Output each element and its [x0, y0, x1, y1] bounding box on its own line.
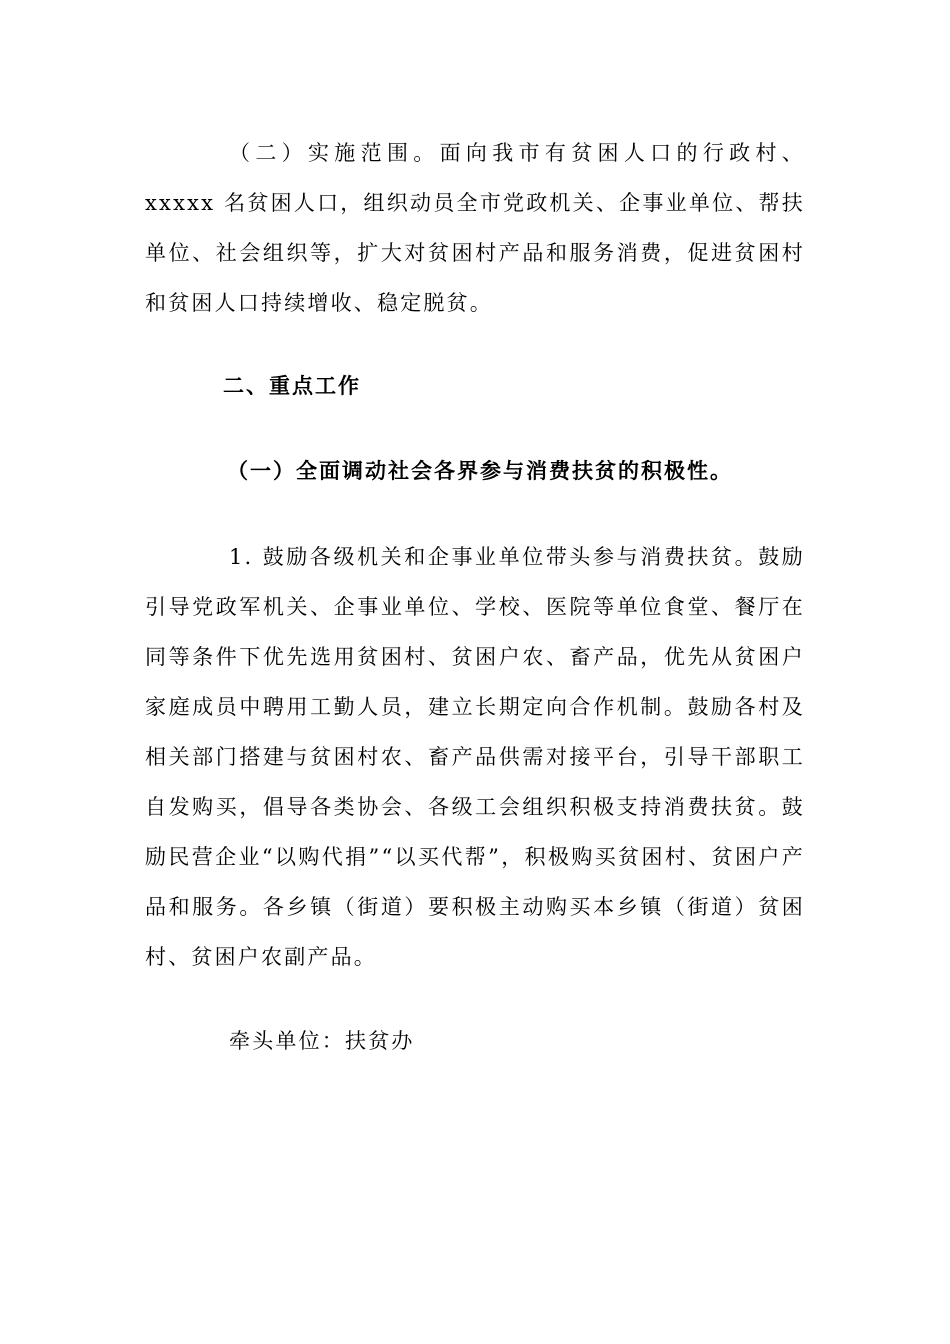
subsection-heading: （一）全面调动社会各界参与消费扶贫的积极性。 [227, 458, 733, 483]
lead-unit-line: 牵头单位：扶贫办 [229, 1029, 415, 1053]
item-1-paragraph: 1. 鼓励各级机关和企事业单位带头参与消费扶贫。鼓励引导党政军机关、企事业单位、学校、医院等单位食堂、餐厅在同等条件下优先选用贫困村、贫困户农、畜产品，优先从贫困户家庭成员中聘用工勤人员，建立长期定向合作机制。鼓励各村及相关部门搭建与贫困村农、畜产品供需对接平台，引导干部职工自发购买，倡导各类协会、各级工会组织积极支持消费扶贫。鼓励民营企业“以购代捐”“以买代帮”，积极购买贫困村、贫困户产品和服务。各乡镇（街道）要积极主动购买本乡镇（街道）贫困村、贫困户农副产品。 [145, 545, 805, 969]
section-heading: 二、重点工作 [223, 373, 361, 398]
scope-paragraph: （二）实施范围。面向我市有贫困人口的行政村、xxxxx 名贫困人口，组织动员全市党政机关、企事业单位、帮扶单位、社会组织等，扩大对贫困村产品和服务消费，促进贫困村和贫困人口持续增收、稳定脱贫。 [145, 141, 805, 315]
